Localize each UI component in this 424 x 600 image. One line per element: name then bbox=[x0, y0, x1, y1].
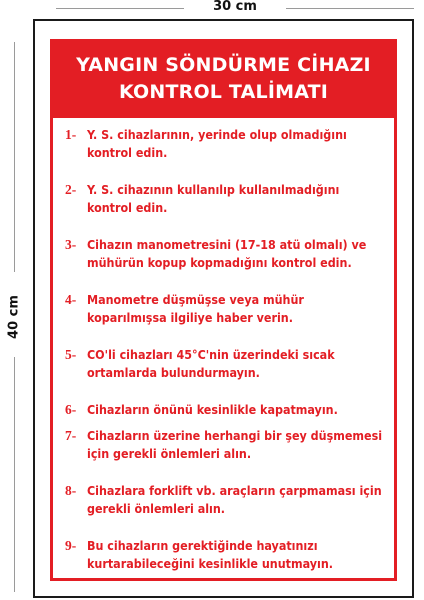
sign-title-band bbox=[53, 42, 394, 118]
instruction-number: 2- bbox=[65, 182, 77, 197]
width-dimension bbox=[56, 0, 414, 14]
instruction-item-4 bbox=[65, 291, 386, 327]
instruction-number: 3- bbox=[65, 237, 77, 252]
instruction-number: 5- bbox=[65, 347, 77, 362]
width-dimension-label: 30 cm bbox=[213, 0, 257, 14]
instruction-item-8 bbox=[65, 482, 386, 518]
height-dimension-line-bottom bbox=[14, 357, 15, 592]
sign-title-line-1: YANGIN SÖNDÜRME CİHAZI bbox=[76, 54, 371, 76]
instruction-number: 6- bbox=[65, 402, 77, 417]
instruction-text: Manometre düşmüşse veya mühür koparılmışsa ilgiliye haber verin. bbox=[87, 292, 304, 325]
instruction-text: Y. S. cihazının kullanılıp kullanılmadığını kontrol edin. bbox=[87, 182, 340, 215]
height-dimension bbox=[0, 42, 22, 592]
instruction-text: Cihazın manometresini (17-18 atü olmalı) ve mühürün kopup kopmadığını kontrol edin. bbox=[87, 237, 367, 270]
instruction-list bbox=[53, 118, 394, 573]
sign-title-line-2: KONTROL TALİMATI bbox=[118, 81, 329, 103]
instruction-text: Cihazların önünü kesinlikle kapatmayın. bbox=[87, 402, 338, 417]
height-dimension-label: 40 cm bbox=[6, 295, 22, 339]
instruction-text: CO'li cihazları 45°C'nin üzerindeki sıcak ortamlarda bulundurmayın. bbox=[87, 347, 335, 380]
instruction-number: 4- bbox=[65, 292, 77, 307]
instruction-text: Bu cihazların gerektiğinde hayatınızı kurtarabileceğini kesinlikle unutmayın. bbox=[87, 538, 333, 571]
instruction-item-5 bbox=[65, 346, 386, 382]
instruction-number: 9- bbox=[65, 538, 77, 553]
instruction-item-2 bbox=[65, 181, 386, 217]
instruction-text: Cihazlara forklift vb. araçların çarpmaması için gerekli önlemleri alın. bbox=[87, 483, 382, 516]
instruction-number: 8- bbox=[65, 483, 77, 498]
sign-red-frame bbox=[50, 39, 397, 581]
instruction-text: Y. S. cihazlarının, yerinde olup olmadığını kontrol edin. bbox=[87, 127, 347, 160]
instruction-item-9 bbox=[65, 537, 386, 573]
instruction-number: 1- bbox=[65, 127, 77, 142]
instruction-item-6 bbox=[65, 401, 386, 419]
instruction-item-7 bbox=[65, 427, 386, 463]
instruction-item-1 bbox=[65, 126, 386, 162]
instruction-number: 7- bbox=[65, 428, 77, 443]
instruction-text: Cihazların üzerine herhangi bir şey düşmemesi için gerekli önlemleri alın. bbox=[87, 428, 383, 461]
height-dimension-line-top bbox=[14, 42, 15, 272]
instruction-sign bbox=[33, 19, 414, 598]
instruction-item-3 bbox=[65, 236, 386, 272]
